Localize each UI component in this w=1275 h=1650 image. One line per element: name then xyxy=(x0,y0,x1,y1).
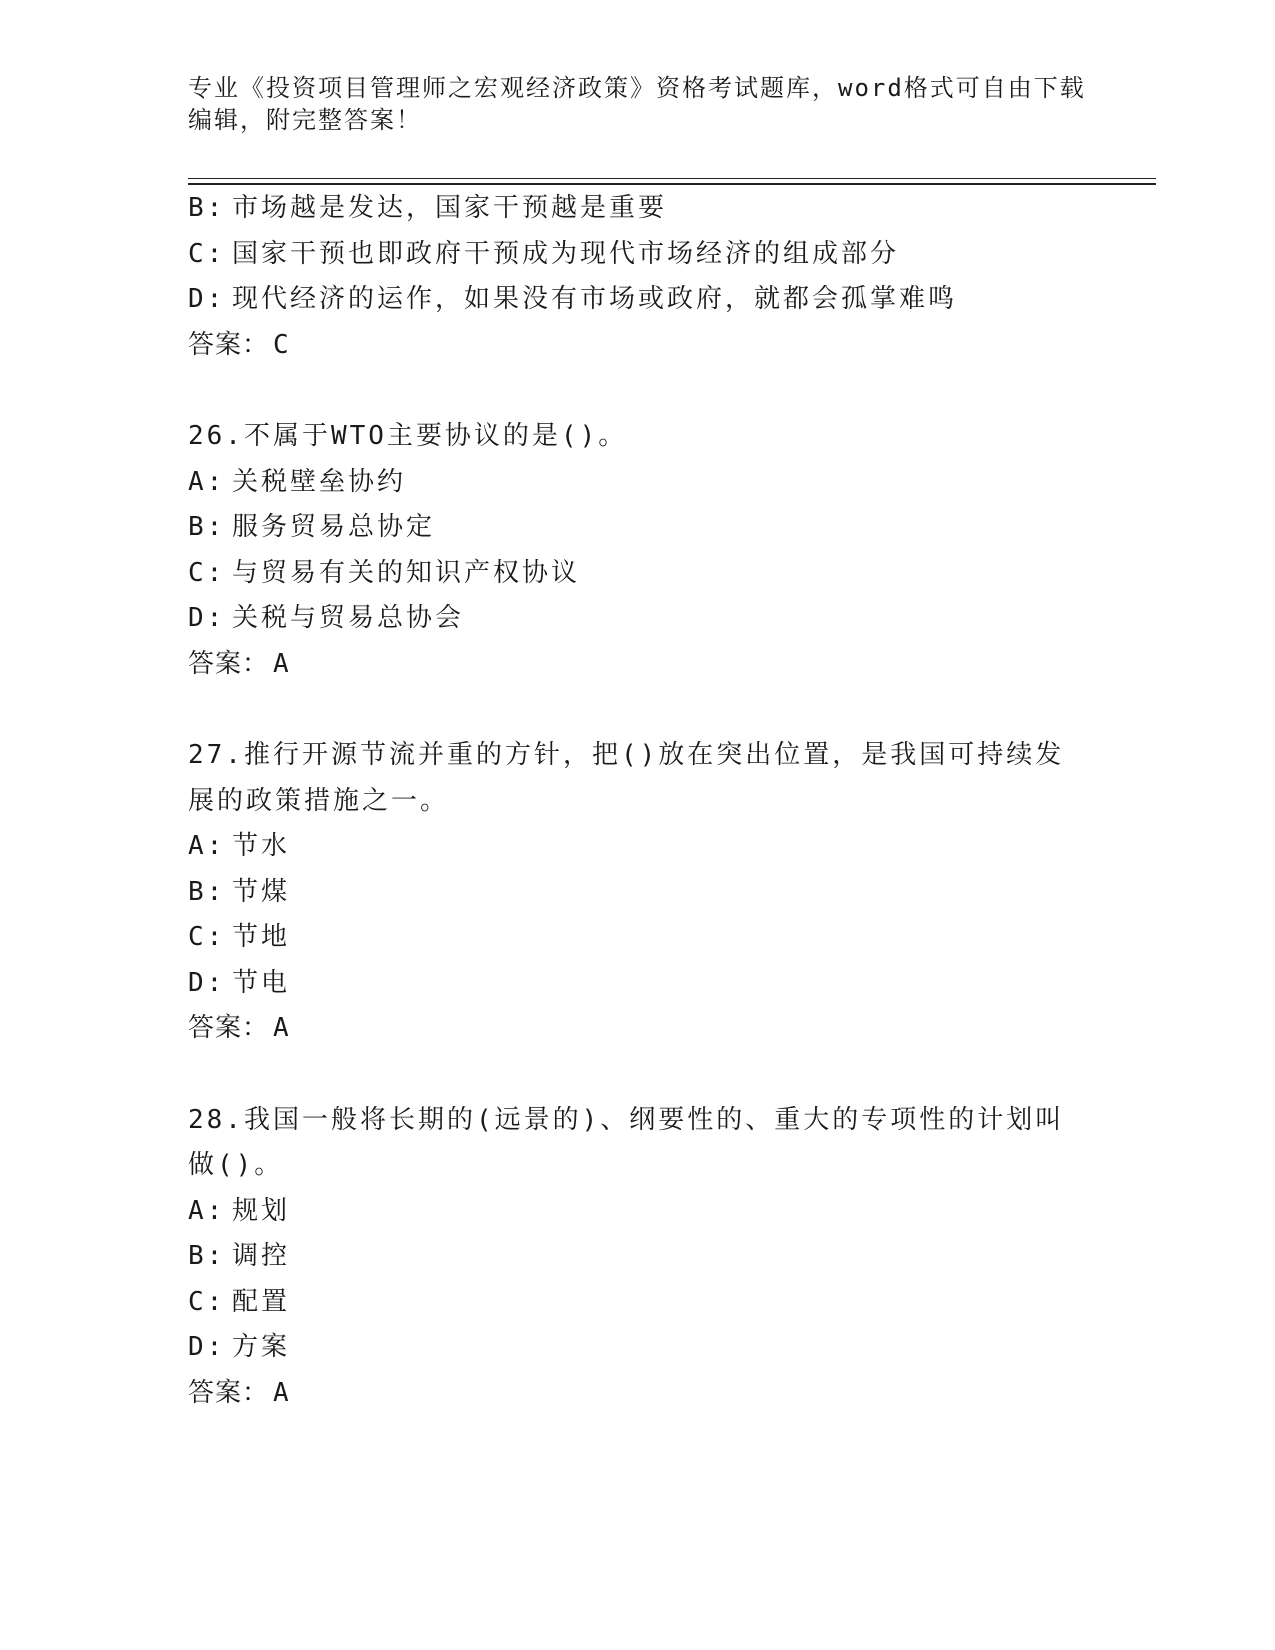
option-a: A: 规划 xyxy=(188,1195,291,1226)
option-b: B: 节煤 xyxy=(188,876,291,907)
question-stem: 27.推行开源节流并重的方针，把()放在突出位置，是我国可持续发展的政策措施之一。 xyxy=(188,740,1065,816)
question-list xyxy=(188,186,1088,1416)
header-divider-thin xyxy=(188,178,1156,179)
option-d: D: 节电 xyxy=(188,967,291,998)
option-b: B: 市场越是发达，国家干预越是重要 xyxy=(188,193,668,223)
question-stem: 28.我国一般将长期的(远景的)、纲要性的、重大的专项性的计划叫做()。 xyxy=(188,1104,1065,1180)
question-27 xyxy=(188,733,1088,1052)
answer-line: 答案： A xyxy=(188,648,290,679)
option-b: B: 调控 xyxy=(188,1241,291,1271)
question-stem: 26.不属于WTO主要协议的是()。 xyxy=(188,421,628,451)
option-a: A: 关税壁垒协约 xyxy=(188,466,407,497)
question-25-continued xyxy=(188,186,1088,368)
option-d: D: 现代经济的运作，如果没有市场或政府，就都会孤掌难鸣 xyxy=(188,284,958,314)
option-c: C: 配置 xyxy=(188,1286,291,1317)
option-d: D: 关税与贸易总协会 xyxy=(188,603,465,633)
answer-line: 答案： A xyxy=(188,1377,290,1408)
question-28 xyxy=(188,1098,1088,1417)
question-26 xyxy=(188,414,1088,687)
option-b: B: 服务贸易总协定 xyxy=(188,512,436,542)
option-c: C: 节地 xyxy=(188,922,291,952)
option-c: C: 与贸易有关的知识产权协议 xyxy=(188,557,581,588)
document-header: 专业《投资项目管理师之宏观经济政策》资格考试题库，word格式可自由下载编辑，附完整答案！ xyxy=(188,74,1086,134)
option-c: C: 国家干预也即政府干预成为现代市场经济的组成部分 xyxy=(188,238,900,269)
answer-line: 答案： C xyxy=(188,329,290,360)
option-d: D: 方案 xyxy=(188,1332,291,1362)
header-divider-thick xyxy=(188,183,1156,185)
answer-line: 答案： A xyxy=(188,1013,290,1043)
option-a: A: 节水 xyxy=(188,831,291,861)
